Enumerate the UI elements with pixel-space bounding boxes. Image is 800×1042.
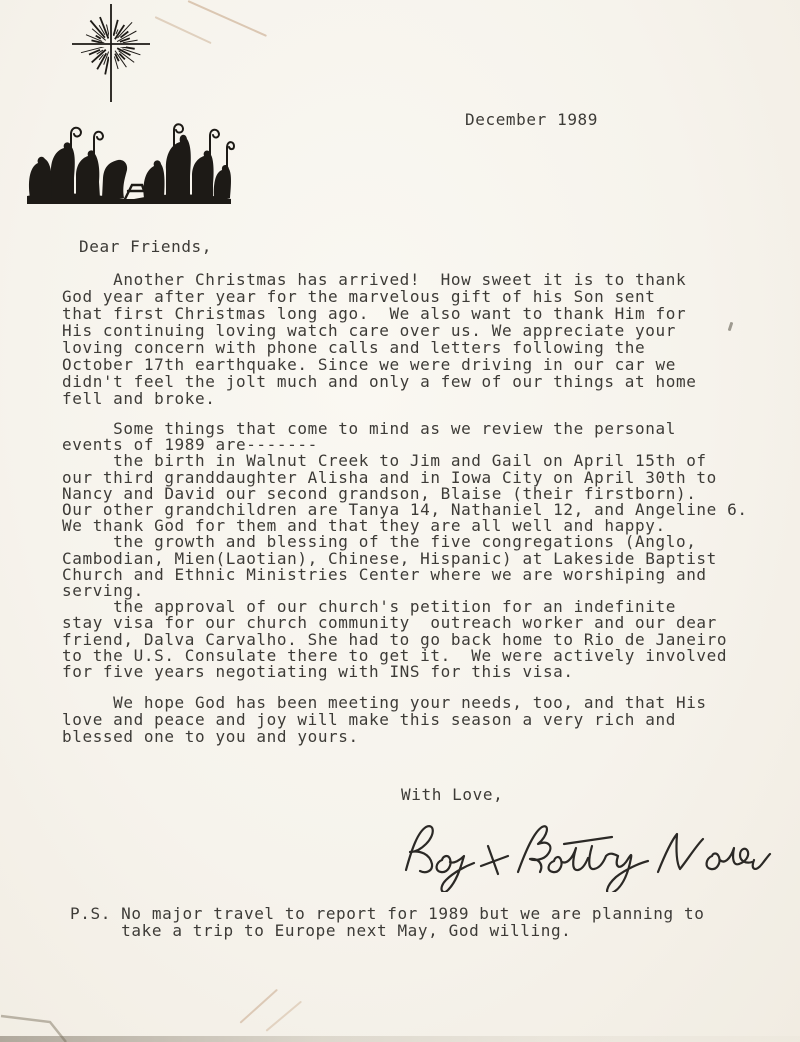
paper-scratch-mark — [188, 0, 267, 37]
paper-speck — [728, 322, 734, 331]
paragraph-2: Some things that come to mind as we review the personal events of 1989 are------- the birth in Walnut Creek to Jim and Gail on April 15th of our third granddaughter Alisha and in Iowa City on April 30th to Nancy and David our second grandson, Blaise (their firstborn). Our other grandchildren are Tanya 14, Nathaniel 12, and Angeline 6. We thank God for them and that they are all well and happy. the growth and blessing of the five congregations (Anglo, Cambodian, Mien(Laotian), Chinese, Hispanic) at Lakeside Baptist Church and Ethnic Ministries Center where we are worshiping and serving. the approval of our church's petition for an indefinite stay visa for our church community outreach worker and our dear friend, Dalva Carvalho. She had to go back home to Rio de Janeiro to the U.S. Consulate there to get it. We were actively involved for five years negotiating with INS for this visa. — [62, 419, 748, 682]
paragraph-3: We hope God has been meeting your needs, too, and that His love and peace and joy will make this season a very rich and blessed one to you and yours. — [62, 693, 707, 746]
paragraph-1: Another Christmas has arrived! How sweet it is to thank God year after year for the marvelous gift of his Son sent that first Christmas long ago. We also want to thank Him for His continuing loving watch care over us. We appreciate your loving concern with phone calls and letters following the October 17th earthquake. Since we were driving in our car we didn't feel the jolt much and only a few of our things at home fell and broke. — [62, 270, 697, 408]
nativity-scene-silhouette — [24, 118, 236, 206]
paper-scratch-mark — [266, 1001, 302, 1032]
letter-date: December 1989 — [465, 110, 599, 129]
star-of-bethlehem-icon — [62, 0, 167, 108]
paper-edge-shadow — [0, 1036, 800, 1042]
salutation: Dear Friends, — [79, 237, 213, 256]
postscript: P.S. No major travel to report for 1989 but we are planning to take a trip to Europe next May, God willing. — [70, 904, 705, 940]
paper-scratch-mark — [239, 989, 277, 1024]
signature-handwriting — [396, 814, 778, 892]
closing: With Love, — [401, 785, 504, 804]
